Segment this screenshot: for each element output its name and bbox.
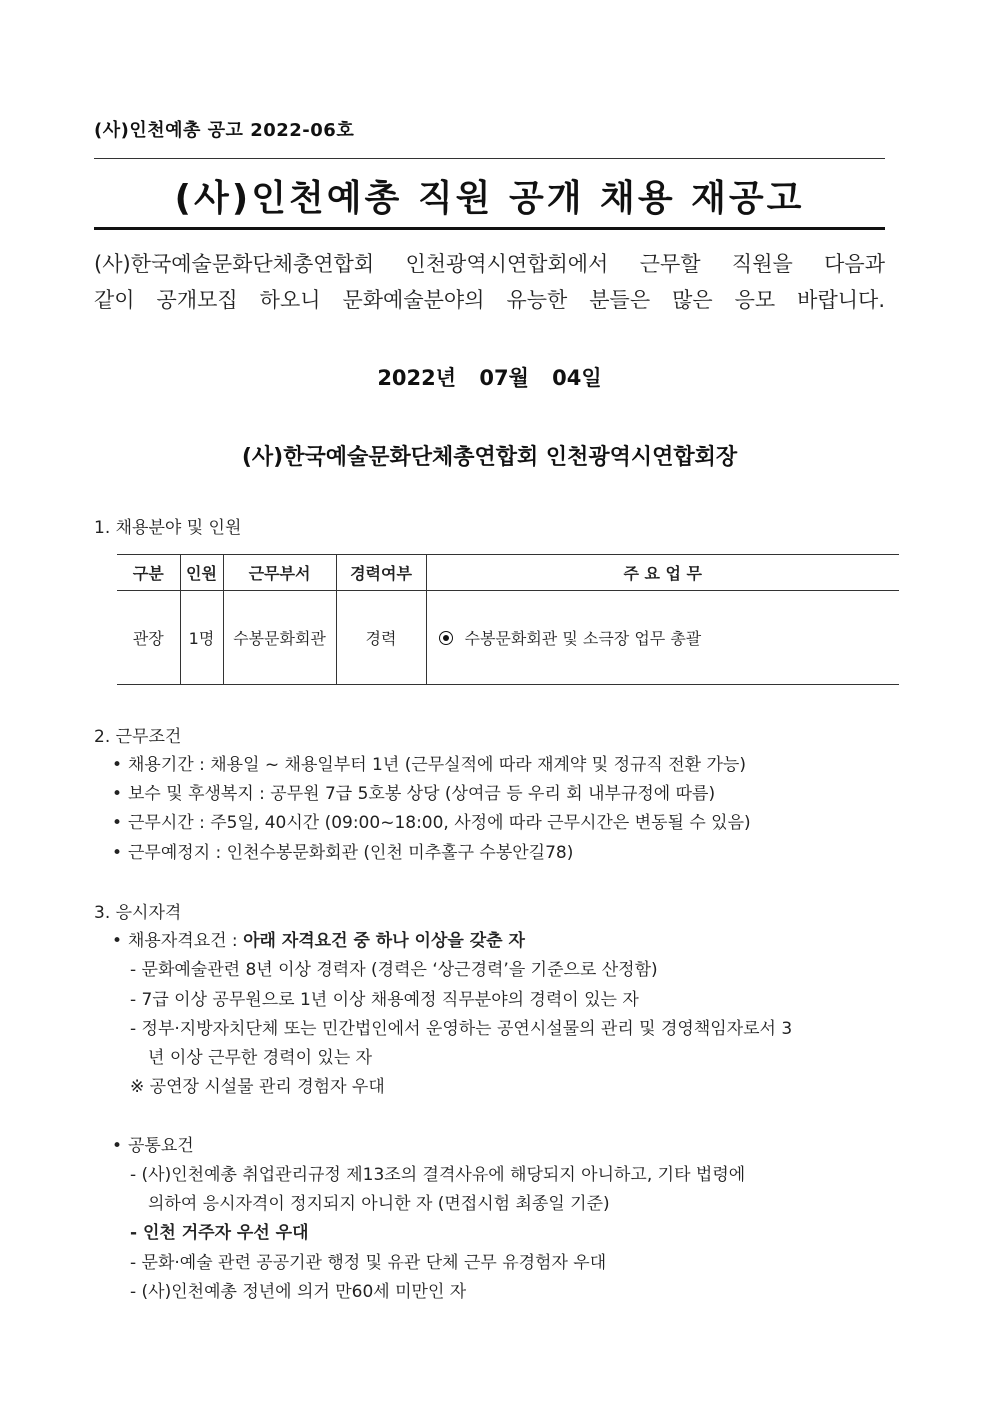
note-item: ※ 공연장 시설물 관리 경험자 우대 — [130, 1077, 385, 1097]
intro-line-1: (사)한국예술문화단체총연합회 인천광역시연합회에서 근무할 직원을 다음과 — [94, 252, 885, 276]
qualification-bullet: • 채용자격요건 : 아래 자격요건 중 하나 이상을 갖춘 자 — [112, 931, 525, 951]
list-item-continuation: 의하여 응시자격이 정지되지 아니한 자 (면접시험 최종일 기준) — [148, 1194, 610, 1214]
common-bullet: • 공통요건 — [112, 1136, 194, 1156]
list-item: - 정부·지방자치단체 또는 민간법인에서 운영하는 공연시설물의 관리 및 경영책임자로서 3 — [130, 1019, 793, 1039]
list-item: • 채용기간 : 채용일 ~ 채용일부터 1년 (근무실적에 따라 재계약 및 정규직 전환 가능) — [112, 755, 746, 775]
table-header-cell: 경력여부 — [336, 555, 426, 591]
list-item-continuation: 년 이상 근무한 경력이 있는 자 — [148, 1048, 373, 1068]
table-header-row — [117, 555, 899, 591]
cell-count: 1명 — [180, 591, 223, 685]
page-title: (사)인천예총 직원 공개 채용 재공고 — [174, 178, 805, 219]
list-item: - 문화예술관련 8년 이상 경력자 (경력은 ‘상근경력’을 기준으로 산정함) — [130, 960, 658, 980]
recruitment-table — [117, 554, 899, 685]
table-header-cell: 주 요 업 무 — [426, 555, 899, 591]
section-2-heading: 2. 근무조건 — [94, 727, 182, 747]
cell-category: 관장 — [132, 629, 164, 648]
intro-line-2: 같이 공개모집 하오니 문화예술분야의 유능한 분들은 많은 응모 바랍니다. — [94, 288, 885, 312]
list-item: • 보수 및 후생복지 : 공무원 7급 5호봉 상당 (상여금 등 우리 회 내부규정에 따름) — [112, 784, 716, 804]
list-item: - 문화·예술 관련 공공기관 행정 및 유관 단체 근무 유경험자 우대 — [130, 1253, 607, 1273]
notice-number: (사)인천예총 공고 2022-06호 — [94, 120, 355, 141]
list-item: • 근무시간 : 주5일, 40시간 (09:00~18:00, 사정에 따라 근무시간은 변동될 수 있음) — [112, 813, 751, 833]
list-item: - (사)인천예총 정년에 의거 만60세 미만인 자 — [130, 1282, 467, 1302]
divider-top — [94, 158, 885, 159]
list-item: - 7급 이상 공무원으로 1년 이상 채용예정 직무분야의 경력이 있는 자 — [130, 990, 639, 1010]
notice-date: 2022년 07월 04일 — [377, 366, 602, 390]
cell-duty — [426, 591, 899, 685]
section-1-heading: 1. 채용분야 및 인원 — [94, 518, 242, 538]
table-header-cell: 구분 — [132, 564, 164, 583]
table-row — [117, 591, 899, 685]
list-item: - (사)인천예총 취업관리규정 제13조의 결격사유에 해당되지 아니하고, 기타 법령에 — [130, 1165, 746, 1185]
section-3-heading: 3. 응시자격 — [94, 903, 182, 923]
cell-experience: 경력 — [336, 591, 426, 685]
cell-department: 수봉문화회관 — [223, 591, 336, 685]
issuer-name: (사)한국예술문화단체총연합회 인천광역시연합회장 — [241, 445, 738, 470]
qualification-value: 아래 자격요건 중 하나 이상을 갖춘 자 — [243, 931, 525, 951]
list-item-highlight: - 인천 거주자 우선 우대 — [130, 1223, 309, 1243]
divider-title — [94, 227, 885, 230]
table-header-cell: 인원 — [180, 555, 223, 591]
list-item: • 근무예정지 : 인천수봉문화회관 (인천 미추홀구 수봉안길78) — [112, 843, 574, 863]
radio-bullet-icon — [439, 631, 453, 645]
table-header-cell: 근무부서 — [223, 555, 336, 591]
duty-text: 수봉문화회관 및 소극장 업무 총괄 — [464, 629, 702, 648]
